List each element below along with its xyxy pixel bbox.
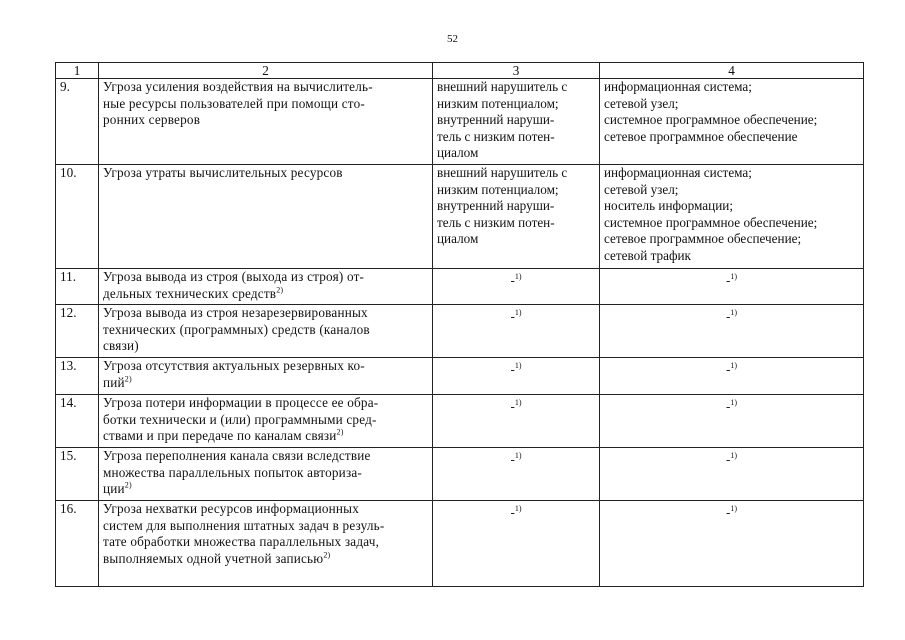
dash: -: [725, 504, 731, 520]
dash: -: [510, 398, 515, 414]
object-line: сетевой узел;: [604, 181, 679, 197]
violator-cell: [433, 501, 600, 587]
dash-mark: [510, 358, 521, 378]
object-line: сетевой трафик: [604, 247, 691, 263]
dash-mark: [726, 305, 737, 325]
object-cell: [600, 501, 864, 587]
threat-line-text: ции: [103, 481, 125, 496]
violator-line: тель с низким потен-: [437, 128, 555, 144]
footnote-marker: 2): [276, 285, 284, 295]
footnote-marker: 1): [514, 398, 522, 407]
table-header-row: [56, 63, 864, 79]
footnote-marker: 2): [323, 550, 331, 560]
row-number: 12.: [56, 305, 99, 358]
footnote-marker: 1): [730, 451, 737, 460]
object-line: сетевое программное обеспечение: [604, 128, 798, 144]
table-row: [56, 79, 864, 165]
footnote-marker: 1): [730, 361, 737, 370]
object-line: информационная система;: [604, 79, 752, 94]
table-row: [56, 269, 864, 305]
table-row: [56, 501, 864, 587]
violator-line: циалом: [437, 145, 479, 160]
threat-description: [99, 358, 433, 395]
threat-line: множества параллельных попыток авториза-: [103, 464, 362, 480]
row-number: 14.: [56, 395, 99, 448]
threat-line: Угроза нехватки ресурсов информационных: [103, 501, 359, 516]
object-line: сетевой узел;: [604, 95, 679, 111]
object-cell: [600, 395, 864, 448]
dash-mark: [726, 501, 737, 521]
object-line: сетевое программное обеспечение;: [604, 231, 802, 246]
footnote-marker: 2): [336, 427, 344, 437]
table-row: [56, 358, 864, 395]
dash: -: [725, 398, 731, 414]
threat-line: ные ресурсы пользователей при помощи сто-: [103, 95, 365, 111]
threat-line: ронних серверов: [103, 112, 201, 127]
threat-line: [103, 428, 428, 445]
object-cell: [600, 269, 864, 305]
footnote-marker: 1): [730, 398, 737, 407]
dash-mark: [510, 448, 521, 468]
violator-line: внутренний наруши-: [437, 198, 555, 213]
table-row: [56, 305, 864, 358]
threat-line: Угроза усиления воздействия на вычислитель-: [103, 79, 373, 94]
threat-line: [103, 375, 428, 392]
threat-description: [99, 448, 433, 501]
threat-description: [99, 269, 433, 305]
footnote-marker: 1): [514, 504, 522, 513]
object-cell: [600, 165, 864, 269]
column-header: 3: [433, 63, 600, 79]
violator-cell: [433, 79, 600, 165]
object-cell: [600, 305, 864, 358]
dash-mark: [726, 395, 737, 415]
row-number: 13.: [56, 358, 99, 395]
footnote-marker: 1): [514, 308, 522, 317]
threat-line: [103, 481, 428, 498]
violator-cell: [433, 358, 600, 395]
threat-line-text: пий: [103, 374, 125, 390]
violator-line: внешний нарушитель с: [437, 165, 568, 180]
threat-line: Угроза вывода из строя (выхода из строя) от-: [103, 269, 365, 284]
threat-description: [99, 79, 433, 165]
footnote-marker: 1): [514, 272, 522, 281]
violator-line: тель с низким потен-: [437, 214, 555, 230]
object-cell: [600, 358, 864, 395]
column-header: 2: [99, 63, 433, 79]
dash: -: [725, 451, 731, 467]
footnote-marker: 1): [730, 504, 737, 513]
threat-line: Угроза потери информации в процессе ее обра-: [103, 395, 379, 410]
footnote-marker: 1): [514, 361, 522, 370]
threat-description: [99, 165, 433, 269]
dash: -: [510, 451, 515, 467]
object-line: системное программное обеспечение;: [604, 214, 818, 230]
dash-mark: [510, 395, 521, 415]
footnote-marker: 2): [124, 480, 132, 490]
dash: -: [510, 272, 515, 288]
threat-table: [55, 62, 864, 587]
threat-description: [99, 501, 433, 587]
dash: -: [510, 361, 515, 377]
violator-line: низким потенциалом;: [437, 181, 559, 197]
threat-line: ботки технически и (или) программными сред-: [103, 411, 377, 427]
violator-cell: [433, 395, 600, 448]
threat-line: Угроза утраты вычислительных ресурсов: [103, 165, 343, 180]
footnote-marker: 1): [730, 272, 737, 281]
threat-line-text: дельных технических средств: [103, 285, 277, 301]
violator-line: низким потенциалом;: [437, 95, 559, 111]
dash-mark: [726, 358, 737, 378]
violator-line: внутренний наруши-: [437, 112, 555, 127]
footnote-marker: 2): [124, 374, 132, 384]
violator-cell: [433, 305, 600, 358]
row-number: 9.: [56, 79, 99, 165]
threat-line: Угроза отсутствия актуальных резервных ко-: [103, 358, 365, 373]
object-cell: [600, 448, 864, 501]
threat-line: Угроза вывода из строя незарезервированных: [103, 305, 368, 320]
threat-line: систем для выполнения штатных задач в резуль-: [103, 517, 385, 533]
dash: -: [510, 504, 515, 520]
object-cell: [600, 79, 864, 165]
dash-mark: [510, 501, 521, 521]
row-number: 15.: [56, 448, 99, 501]
violator-cell: [433, 165, 600, 269]
violator-line: внешний нарушитель с: [437, 79, 568, 94]
violator-cell: [433, 448, 600, 501]
threat-description: [99, 395, 433, 448]
object-line: информационная система;: [604, 165, 752, 180]
threat-line: [103, 286, 428, 303]
row-number: 10.: [56, 165, 99, 269]
row-number: 16.: [56, 501, 99, 587]
page-number: 52: [447, 33, 458, 45]
threat-line: связи): [103, 338, 139, 353]
dash: -: [725, 272, 731, 288]
row-number: 11.: [56, 269, 99, 305]
threat-line: тате обработки множества параллельных задач,: [103, 534, 380, 549]
table-row: [56, 448, 864, 501]
footnote-marker: 1): [730, 308, 737, 317]
dash: -: [510, 308, 515, 324]
violator-line: циалом: [437, 231, 479, 246]
column-header: 1: [56, 63, 99, 79]
table-row: [56, 395, 864, 448]
threat-description: [99, 305, 433, 358]
dash: -: [725, 361, 731, 377]
violator-cell: [433, 269, 600, 305]
dash-mark: [510, 269, 521, 289]
threat-line-text: выполняемых одной учетной записью: [103, 550, 324, 566]
dash-mark: [510, 305, 521, 325]
threat-line: технических (программных) средств (каналов: [103, 321, 370, 337]
dash: -: [725, 308, 731, 324]
object-line: носитель информации;: [604, 198, 733, 213]
threat-line-text: ствами и при передаче по каналам связи: [103, 428, 337, 443]
object-line: системное программное обеспечение;: [604, 112, 818, 127]
footnote-marker: 1): [514, 451, 522, 460]
dash-mark: [726, 448, 737, 468]
column-header: 4: [600, 63, 864, 79]
table-row: [56, 165, 864, 269]
threat-line: [103, 551, 428, 568]
threat-line: Угроза переполнения канала связи вследствие: [103, 448, 371, 463]
dash-mark: [726, 269, 737, 289]
